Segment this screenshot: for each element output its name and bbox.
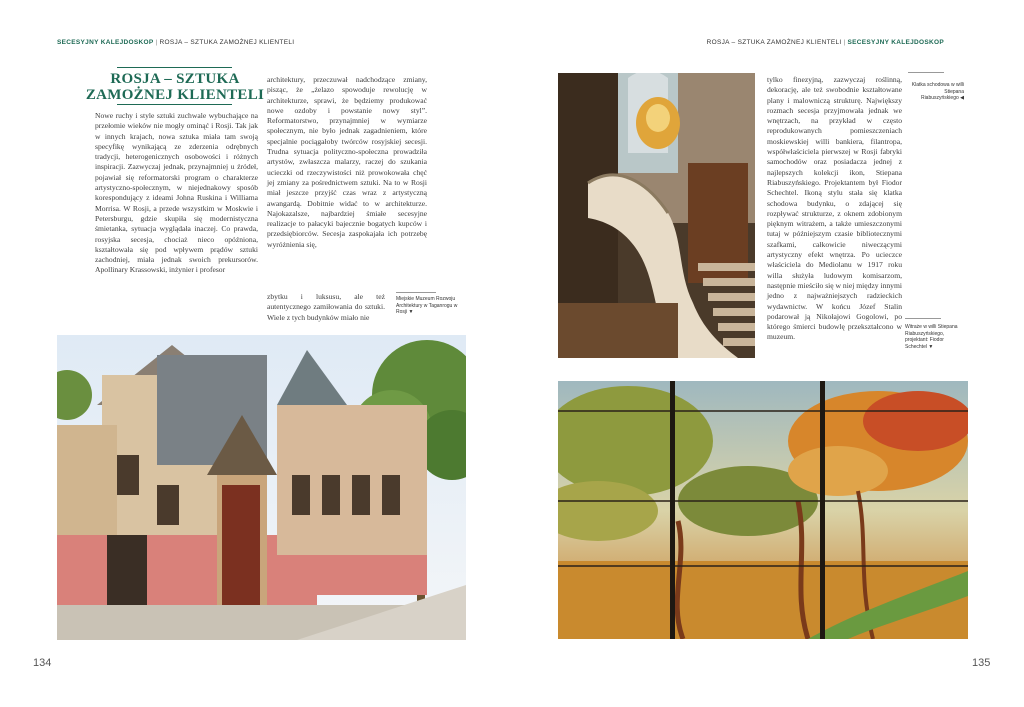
running-head-section: SECESYJNY KALEJDOSKOP [57,39,154,46]
running-head-chapter: ROSJA – SZTUKA ZAMOŻNEJ KLIENTELI [706,39,842,46]
caption-rule [908,72,944,73]
running-head-chapter: ROSJA – SZTUKA ZAMOŻNEJ KLIENTELI [159,39,295,46]
photo-museum-building [57,335,466,640]
running-head-divider: | [155,39,158,46]
article-title [84,71,266,103]
title-rule-top [117,67,232,68]
title-rule-bottom [117,104,232,105]
running-head-divider: | [843,39,846,46]
page-number-right: 135 [972,657,991,669]
caption-staircase: Klatka schodowa w willi Stiepana Riabuszyńskiego ◀ [911,82,964,102]
body-column-1: Nowe ruchy i style sztuki zuchwale wybuchające na przełomie wieków nie mogły ominąć i Rosji. Tak jak w innych krajach, nowa sztuka miała tam swoją specyfikę wynikającą ze zderzenia odrębnych tradycji, heterogenicznych osobowości i różnych inspiracji. Zazwyczaj jednak, przynajmniej u źródeł, pojawiał się reformatorski program o charakterze artystyczno-społecznym, w niejednakowy sposób korespondujący z ideami Johna Ruskina i Williama Morrisa. W Rosji, a przede wszystkim w Moskwie i Petersburgu, gdzie skupiła się modernistyczna śmietanka, sytuacja wyglądała inaczej. Co prawda, rosyjska secesja, chociaż nieco opóźniona, kształtowała się pod wpływem prądów sztuki zachodniej, miała jednak swoich prekursorów. Apollinary Krassowski, inżynier i profesor [95,111,258,275]
body-column-2: architektury, przeczuwał nadchodzące zmiany, pisząc, że „żelazo spowoduje rewolucję w architekturze, sprawi, że będziemy produkować nowe ozdoby i powstanie nowy styl”. Reformatorstwo, przynajmniej w wymiarze społecznym, nie było jednak zagadnieniem, które specjalnie pociągałoby twórców rosyjskiej secesji. Trudna sytuacja polityczno-społeczna prowadziła artystów, zwłaszcza malarzy, raczej do szukania ucieczki od rzeczywistości niż prowokowała chęć jej zmiany za pośrednictwem sztuki. Na to w Rosji miał jeszcze przyjść czas wraz z artystyczną awangardą. Dobitnie widać to w architekturze. Najokazalsze, najbardziej śmiałe secesyjne realizacje to pałacyki bajecznie bogatych kupców i przedsiębiorców. Secesja zaspokajała ich potrzebę wyróżnienia się, [267,75,427,249]
title-line-2: ZAMOŻNEJ KLIENTELI [85,87,265,103]
caption-rule [396,292,436,293]
caption-stained-glass: Witraże w willi Stiepana Riabuszyńskiego, projektant: Fiodor Schechtel ▼ [905,324,958,350]
body-column-2-tail: zbytku i luksusu, ale też autentycznego zamiłowania do sztuki. Wiele z tych budynków miało nie [267,292,385,322]
caption-museum: Miejskie Muzeum Rozwoju Architektury w Taganrogu w Rosji ▼ [396,296,458,316]
photo-stained-glass [558,381,968,639]
page-number-left: 134 [33,657,52,669]
body-column-right: tylko finezyjną, zazwyczaj roślinną, dekorację, ale też swobodnie kształtowane plany i malowniczą strukturę. Największy rozmach secesja przyjmowała jednak we wnętrzach, na przykład w często reprodukowanych pomieszczeniach moskiewskiej willi bankiera, filantropa, współwłaściciela pierwszej w Rosji fabryki samochodów oraz posiadacza jednej z najlepszych kolekcji ikon, Stiepana Riabuszyńskiego. Projektantem był Fiodor Schechtel. Ikoną stylu stała się klatka schodowa budynku, o zdającej się rozpływać strukturze, z oknem zdobionym pięknym witrażem, a także umieszczonymi tutaj w późniejszym czasie bibliotecznymi szafkami, całkowicie niweczącymi artystyczny efekt wnętrza. Po ucieczce właściciela do Mediolanu w 1917 roku willa służyła ludowym komisarzom, następnie mieściło się w niej między innymi jedno z najważniejszych radzieckich wydawnictw. W końcu Józef Stalin podarował ją Nikołajowi Gogolowi, po którego śmierci budowlę przekształcono w muzeum. [767,75,902,342]
title-line-1: ROSJA – SZTUKA [110,71,240,87]
left-running-head [57,39,294,46]
caption-rule [905,318,941,319]
running-head-section: SECESYJNY KALEJDOSKOP [847,39,944,46]
photo-staircase [558,73,755,358]
right-running-head [707,39,944,46]
